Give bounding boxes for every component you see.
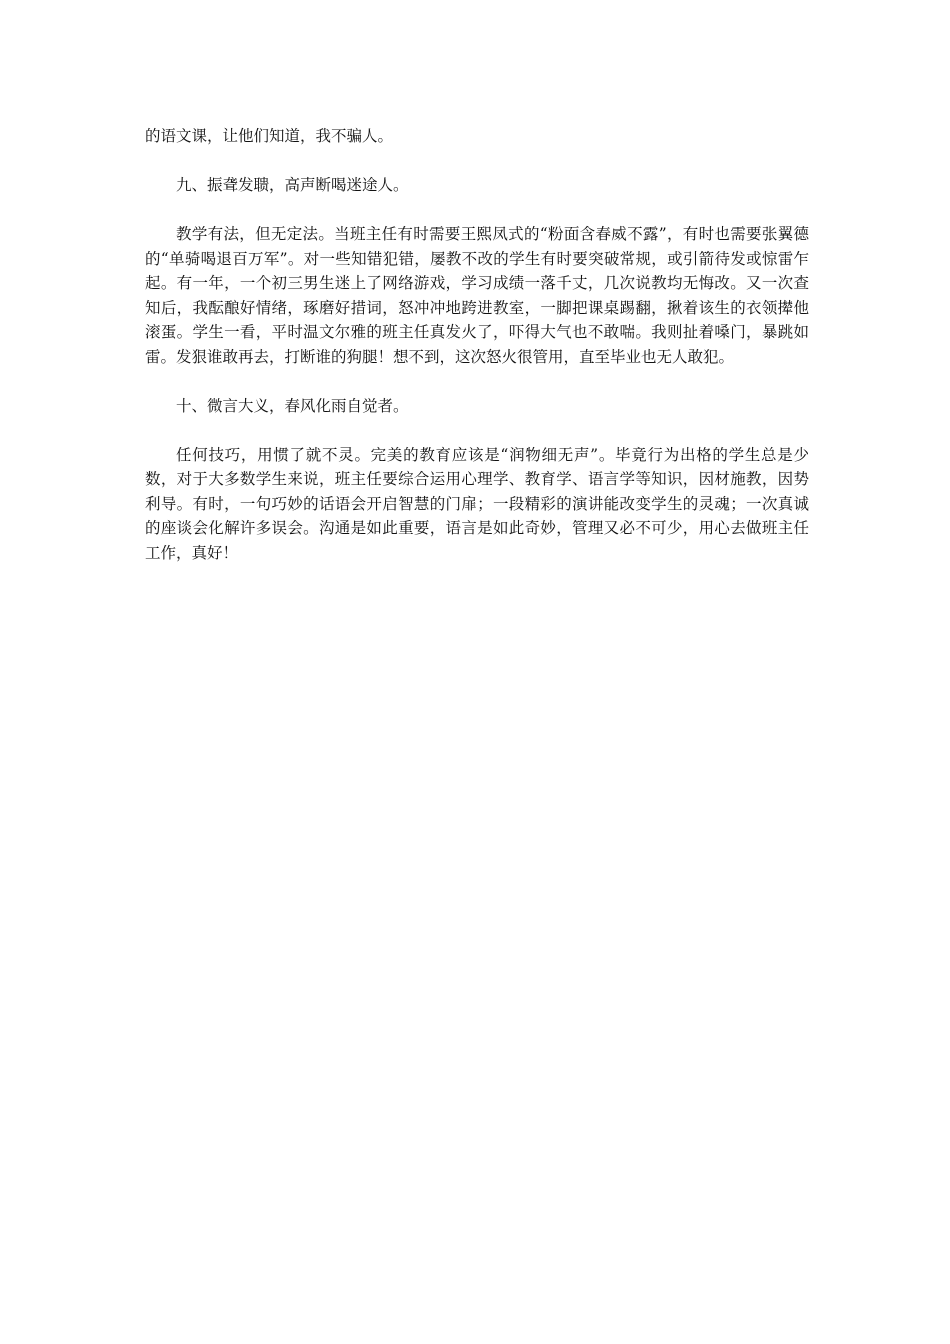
document-body bbox=[145, 124, 809, 590]
paragraph-section-ten: 任何技巧，用惯了就不灵。完美的教育应该是“润物细无声”。毕竟行为出格的学生总是少数，对于大多数学生来说，班主任要综合运用心理学、教育学、语言学等知识，因材施教，因势利导。有时，一句巧妙的话语会开启智慧的门扉；一段精彩的演讲能改变学生的灵魂；一次真诚的座谈会化解许多误会。沟通是如此重要，语言是如此奇妙，管理又必不可少，用心去做班主任工作，真好！ bbox=[145, 445, 809, 562]
section-heading-ten: 十、微言大义，春风化雨自觉者。 bbox=[176, 396, 409, 415]
paragraph-section-nine: 教学有法，但无定法。当班主任有时需要王熙凤式的“粉面含春威不露”，有时也需要张翼德的“单骑喝退百万军”。对一些知错犯错，屡教不改的学生有时要突破常规，或引箭待发或惊雷乍起。有一年，一个初三男生迷上了网络游戏，学习成绩一落千丈，几次说教均无悔改。又一次查知后，我酝酿好情绪，琢磨好措词，怒冲冲地跨进教室，一脚把课桌踢翻，揪着该生的衣领撵他滚蛋。学生一看，平时温文尔雅的班主任真发火了，吓得大气也不敢喘。我则扯着嗓门，暴跳如雷。发狠谁敢再去，打断谁的狗腿！想不到，这次怒火很管用，直至毕业也无人敢犯。 bbox=[145, 225, 809, 366]
paragraph-continuation: 的语文课，让他们知道，我不骗人。 bbox=[145, 127, 394, 145]
section-heading-nine: 九、振聋发聩，高声断喝迷途人。 bbox=[176, 176, 409, 194]
